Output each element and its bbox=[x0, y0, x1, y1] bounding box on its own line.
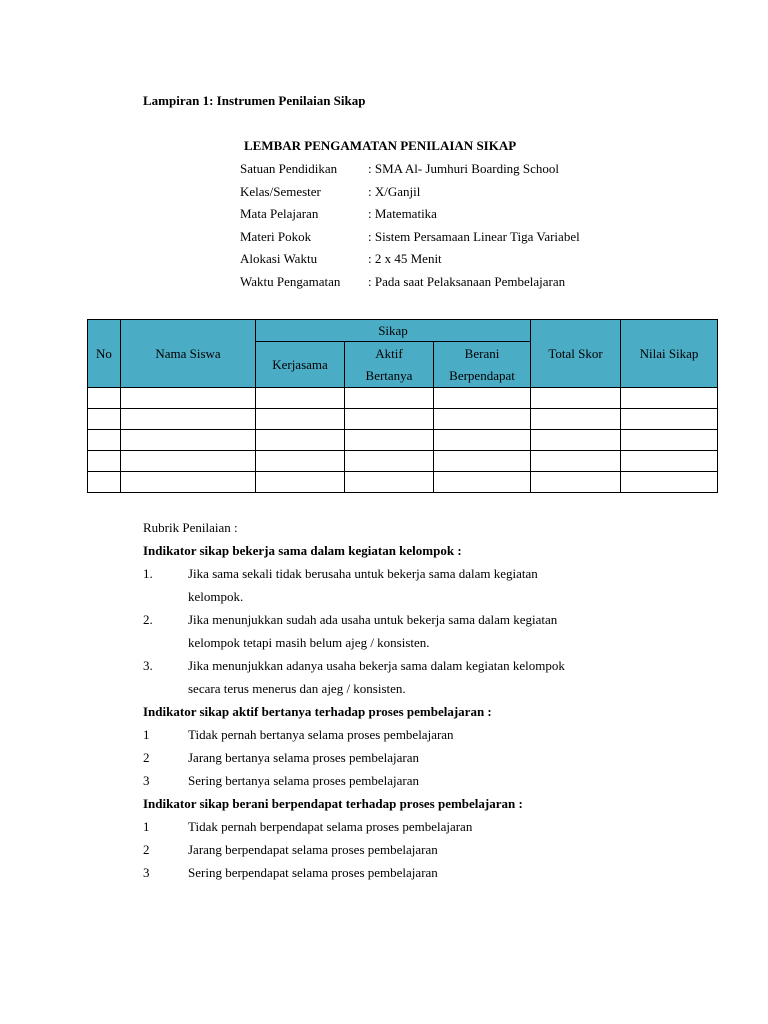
table-cell[interactable] bbox=[621, 472, 718, 493]
table-cell[interactable] bbox=[121, 472, 256, 493]
header-berani-line2: Berpendapat bbox=[449, 367, 515, 383]
rubric-heading: Rubrik Penilaian : bbox=[143, 520, 238, 535]
item-text: Jika sama sekali tidak berusaha untuk bekerja sama dalam kegiatan bbox=[188, 566, 538, 581]
info-value: : SMA Al- Jumhuri Boarding School bbox=[368, 161, 560, 176]
item-text: Jarang bertanya selama proses pembelajaran bbox=[188, 750, 420, 765]
table-cell[interactable] bbox=[121, 430, 256, 451]
table-cell[interactable] bbox=[88, 451, 121, 472]
list-item bbox=[143, 608, 683, 654]
table-row bbox=[88, 451, 718, 472]
list-item bbox=[143, 838, 683, 861]
info-label: Materi Pokok bbox=[240, 228, 312, 244]
info-value: : X/Ganjil bbox=[368, 183, 421, 199]
table-row bbox=[88, 388, 718, 409]
item-number: 2 bbox=[143, 750, 150, 765]
info-value: : 2 x 45 Menit bbox=[368, 251, 442, 266]
table-cell[interactable] bbox=[531, 451, 621, 472]
table-cell[interactable] bbox=[621, 451, 718, 472]
header-aktif-bertanya bbox=[345, 342, 434, 388]
section-aktif-title: Indikator sikap aktif bertanya terhadap proses pembelajaran : bbox=[143, 704, 492, 719]
table-cell[interactable] bbox=[256, 388, 345, 409]
table-cell[interactable] bbox=[531, 388, 621, 409]
item-text: Tidak pernah berpendapat selama proses pembelajaran bbox=[188, 819, 473, 834]
table-row bbox=[88, 430, 718, 451]
table-cell[interactable] bbox=[345, 409, 434, 430]
item-text: kelompok. bbox=[188, 589, 244, 604]
header-nilai-sikap: Nilai Sikap bbox=[621, 320, 718, 388]
info-label: Waktu Pengamatan bbox=[240, 273, 341, 289]
list-item bbox=[143, 562, 683, 608]
assessment-table bbox=[87, 319, 718, 493]
info-value: : Pada saat Pelaksanaan Pembelajaran bbox=[368, 273, 566, 289]
table-cell[interactable] bbox=[256, 430, 345, 451]
table-cell[interactable] bbox=[621, 430, 718, 451]
table-cell[interactable] bbox=[88, 430, 121, 451]
header-sikap: Sikap bbox=[256, 320, 531, 342]
item-text: secara terus menerus dan ajeg / konsisten. bbox=[188, 681, 406, 696]
info-row bbox=[240, 162, 580, 185]
table-cell[interactable] bbox=[88, 472, 121, 493]
table-cell[interactable] bbox=[434, 409, 531, 430]
section-kerjasama-title: Indikator sikap bekerja sama dalam kegiatan kelompok : bbox=[143, 543, 462, 558]
sheet-title: LEMBAR PENGAMATAN PENILAIAN SIKAP bbox=[244, 138, 517, 153]
item-text: Sering bertanya selama proses pembelajaran bbox=[188, 773, 420, 788]
table-cell[interactable] bbox=[531, 472, 621, 493]
table-cell[interactable] bbox=[345, 388, 434, 409]
table-cell[interactable] bbox=[121, 409, 256, 430]
rubric bbox=[143, 516, 683, 884]
header-no: No bbox=[88, 320, 121, 388]
table-cell[interactable] bbox=[434, 451, 531, 472]
info-row bbox=[240, 207, 580, 230]
info-row bbox=[240, 252, 580, 275]
list-item bbox=[143, 654, 683, 700]
header-kerjasama: Kerjasama bbox=[256, 342, 345, 388]
lampiran-title: Lampiran 1: Instrumen Penilaian Sikap bbox=[143, 93, 366, 108]
header-berani-berpendapat bbox=[434, 342, 531, 388]
table-cell[interactable] bbox=[256, 472, 345, 493]
info-label: Mata Pelajaran bbox=[240, 206, 319, 221]
item-number: 3. bbox=[143, 658, 153, 673]
info-row bbox=[240, 185, 580, 208]
item-text: Sering berpendapat selama proses pembelajaran bbox=[188, 865, 438, 880]
list-item bbox=[143, 815, 683, 838]
item-number: 1 bbox=[143, 819, 150, 834]
item-number: 3 bbox=[143, 773, 150, 788]
table-cell[interactable] bbox=[531, 430, 621, 451]
table-cell[interactable] bbox=[434, 430, 531, 451]
table-cell[interactable] bbox=[621, 388, 718, 409]
table-cell[interactable] bbox=[434, 388, 531, 409]
item-number: 1. bbox=[143, 566, 153, 581]
header-aktif-line2: Bertanya bbox=[365, 367, 413, 383]
item-text: Jika menunjukkan sudah ada usaha untuk bekerja sama dalam kegiatan bbox=[188, 612, 558, 627]
table-row bbox=[88, 472, 718, 493]
item-text: kelompok tetapi masih belum ajeg / konsisten. bbox=[188, 635, 430, 650]
section-berani-title: Indikator sikap berani berpendapat terhadap proses pembelajaran : bbox=[143, 796, 523, 811]
list-item bbox=[143, 746, 683, 769]
header-aktif-line1: Aktif bbox=[375, 345, 403, 361]
info-row bbox=[240, 275, 580, 298]
list-item bbox=[143, 861, 683, 884]
item-text: Jarang berpendapat selama proses pembelajaran bbox=[188, 842, 438, 857]
header-total-skor: Total Skor bbox=[531, 320, 621, 388]
item-number: 2. bbox=[143, 612, 153, 627]
list-item bbox=[143, 769, 683, 792]
item-text: Tidak pernah bertanya selama proses pembelajaran bbox=[188, 727, 454, 742]
info-value: : Sistem Persamaan Linear Tiga Variabel bbox=[368, 228, 580, 244]
table-cell[interactable] bbox=[88, 388, 121, 409]
item-number: 1 bbox=[143, 727, 150, 742]
header-nama-siswa: Nama Siswa bbox=[121, 320, 256, 388]
table-cell[interactable] bbox=[531, 409, 621, 430]
header-berani-line1: Berani bbox=[464, 345, 500, 361]
table-cell[interactable] bbox=[345, 472, 434, 493]
info-label: Kelas/Semester bbox=[240, 183, 321, 199]
table-cell[interactable] bbox=[434, 472, 531, 493]
info-row bbox=[240, 230, 580, 253]
table-cell[interactable] bbox=[256, 409, 345, 430]
info-value: : Matematika bbox=[368, 206, 437, 221]
table-row bbox=[88, 409, 718, 430]
table-cell[interactable] bbox=[121, 451, 256, 472]
table-cell[interactable] bbox=[345, 451, 434, 472]
table-cell[interactable] bbox=[121, 388, 256, 409]
table-cell[interactable] bbox=[88, 409, 121, 430]
table-cell[interactable] bbox=[621, 409, 718, 430]
info-block bbox=[240, 162, 580, 297]
table-cell[interactable] bbox=[256, 451, 345, 472]
table-cell[interactable] bbox=[345, 430, 434, 451]
item-text: Jika menunjukkan adanya usaha bekerja sama dalam kegiatan kelompok bbox=[188, 658, 565, 673]
item-number: 2 bbox=[143, 842, 150, 857]
info-label: Satuan Pendidikan bbox=[240, 161, 338, 176]
info-label: Alokasi Waktu bbox=[240, 251, 318, 266]
list-item bbox=[143, 723, 683, 746]
item-number: 3 bbox=[143, 865, 150, 880]
